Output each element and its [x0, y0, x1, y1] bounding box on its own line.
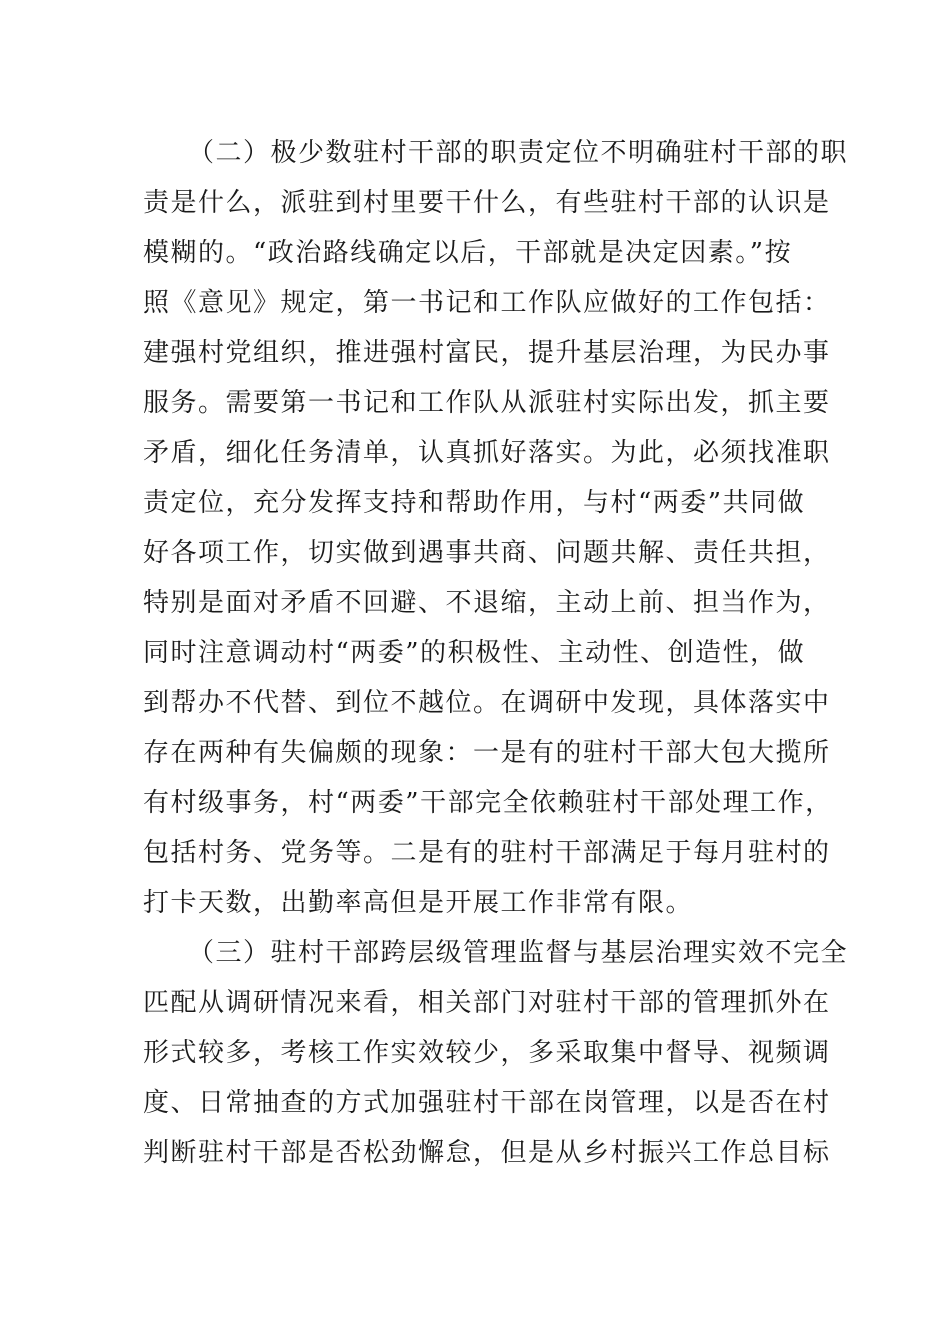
paragraph-line: 到帮办不代替、到位不越位。在调研中发现，具体落实中 — [143, 688, 831, 718]
paragraph-2 — [143, 128, 849, 928]
paragraph-line: （二）极少数驻村干部的职责定位不明确驻村干部的职 — [188, 138, 849, 168]
paragraph-line: 责定位，充分发挥支持和帮助作用，与村“两委”共同做 — [143, 488, 806, 518]
paragraph-line: 责是什么，派驻到村里要干什么，有些驻村干部的认识是 — [143, 188, 831, 218]
paragraph-3 — [143, 928, 849, 1178]
paragraph-line: 有村级事务，村“两委”干部完全依赖驻村干部处理工作， — [143, 788, 833, 818]
paragraph-line: 形式较多，考核工作实效较少，多采取集中督导、视频调 — [143, 1038, 831, 1068]
paragraph-line: 包括村务、党务等。二是有的驻村干部满足于每月驻村的 — [143, 838, 831, 868]
paragraph-line: 同时注意调动村“两委”的积极性、主动性、创造性，做 — [143, 638, 806, 668]
paragraph-line: 度、日常抽查的方式加强驻村干部在岗管理，以是否在村 — [143, 1088, 831, 1118]
paragraph-line: 矛盾，细化任务清单，认真抓好落实。为此，必须找准职 — [143, 438, 831, 468]
paragraph-line: （三）驻村干部跨层级管理监督与基层治理实效不完全 — [188, 938, 849, 968]
paragraph-line: 判断驻村干部是否松劲懈怠，但是从乡村振兴工作总目标 — [143, 1138, 831, 1168]
paragraph-line: 存在两种有失偏颇的现象：一是有的驻村干部大包大揽所 — [143, 738, 831, 768]
paragraph-line: 特别是面对矛盾不回避、不退缩，主动上前、担当作为， — [143, 588, 831, 618]
paragraph-line: 模糊的。“政治路线确定以后，干部就是决定因素。”按 — [143, 238, 793, 268]
paragraph-line: 匹配从调研情况来看，相关部门对驻村干部的管理抓外在 — [143, 988, 831, 1018]
paragraph-line: 照《意见》规定，第一书记和工作队应做好的工作包括： — [143, 288, 831, 318]
paragraph-line: 打卡天数，出勤率高但是开展工作非常有限。 — [143, 888, 694, 918]
paragraph-line: 服务。需要第一书记和工作队从派驻村实际出发，抓主要 — [143, 388, 831, 418]
paragraph-line: 建强村党组织，推进强村富民，提升基层治理，为民办事 — [143, 338, 831, 368]
document-body — [143, 128, 849, 1178]
paragraph-line: 好各项工作，切实做到遇事共商、问题共解、责任共担， — [143, 538, 831, 568]
